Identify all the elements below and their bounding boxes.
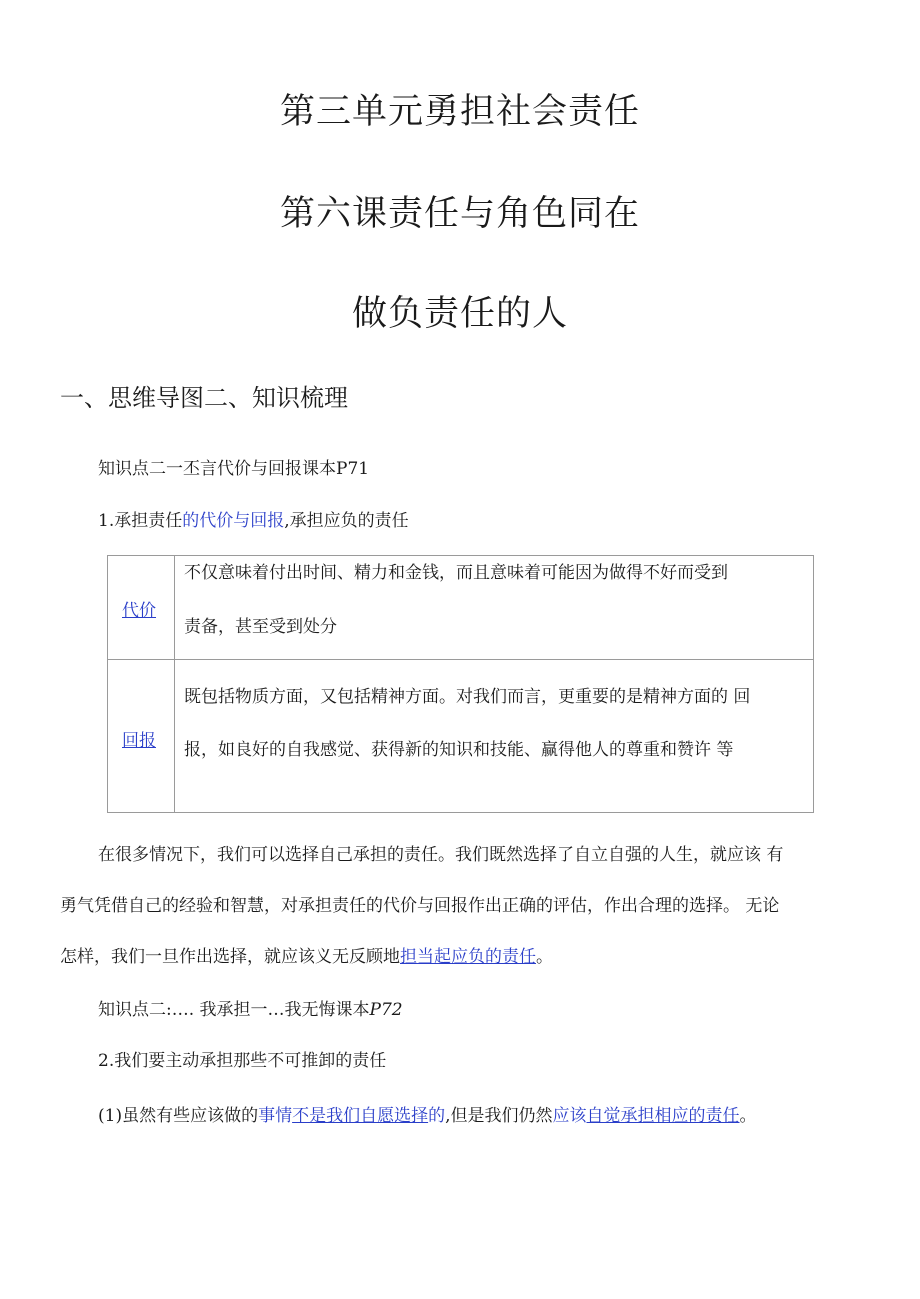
paragraph-line-3-suffix: 。 [536,947,553,967]
take-responsibility-link[interactable]: 自觉承担相应的责任 [586,1106,740,1126]
item-1-prefix: 1.承担责任 [98,511,183,531]
not-voluntary-link[interactable]: 不是我们自愿选择 [292,1106,429,1126]
reward-label-link[interactable]: 回报 [122,731,156,751]
knowledge-point-1-title: 知识点二一丕言代价与回报课本P71 [98,459,370,479]
item-1 [98,506,409,531]
sub-item-1-prefix: (1)虽然有些应该做的 [98,1106,259,1126]
knowledge-point-2-title [98,995,403,1020]
sub-item-1-mid: ,但是我们仍然 [445,1106,553,1126]
paragraph-line-3 [60,942,553,967]
sub-item-1-end: 。 [739,1106,757,1126]
table-column-divider [174,556,175,812]
reward-text-line-1: 既包括物质方面，又包括精神方面。对我们而言，更重要的是精神方面的 回 [184,687,751,707]
section-heading: 一、思维导图二、知识梳理 [60,384,348,412]
kp2-title-page: P72 [369,1000,403,1020]
sub-item-1-blue-2: 的 [428,1106,446,1126]
sub-item-1-blue-3: 应该 [552,1106,587,1126]
kp2-title-prefix: 知识点二:…. 我承担一…我无悔课本 [98,1000,370,1020]
unit-title: 第三单元勇担社会责任 [279,92,640,132]
reward-text-line-2: 报，如良好的自我感觉、获得新的知识和技能、赢得他人的尊重和赞许 等 [184,740,734,760]
cost-label-link[interactable]: 代价 [122,601,156,621]
paragraph-line-2: 勇气凭借自己的经验和智慧，对承担责任的代价与回报作出正确的评估，作出合理的选择。 无论 [60,896,780,916]
cost-text-line-2: 责备，甚至受到处分 [184,617,337,637]
sub-item-1 [98,1101,757,1126]
lesson-title: 第六课责任与角色同在 [279,194,640,234]
paragraph-line-3-prefix: 怎样，我们一旦作出选择，就应该义无反顾地 [60,947,400,967]
table-row-divider [108,659,813,660]
item-1-highlight: 的代价与回报 [182,511,285,531]
sub-item-1-blue-1: 事情 [258,1106,293,1126]
cost-text-line-1: 不仅意味着付出时间、精力和金钱，而且意味着可能因为做得不好而受到 [184,563,728,583]
responsibility-link[interactable]: 担当起应负的责任 [400,947,536,967]
item-2: 2.我们要主动承担那些不可推卸的责任 [98,1051,387,1071]
cost-reward-table [107,555,814,813]
section-title: 做负责任的人 [351,294,568,334]
item-1-suffix: ,承担应负的责任 [284,511,409,531]
paragraph-line-1: 在很多情况下，我们可以选择自己承担的责任。我们既然选择了自立自强的人生，就应该 有 [98,845,784,865]
